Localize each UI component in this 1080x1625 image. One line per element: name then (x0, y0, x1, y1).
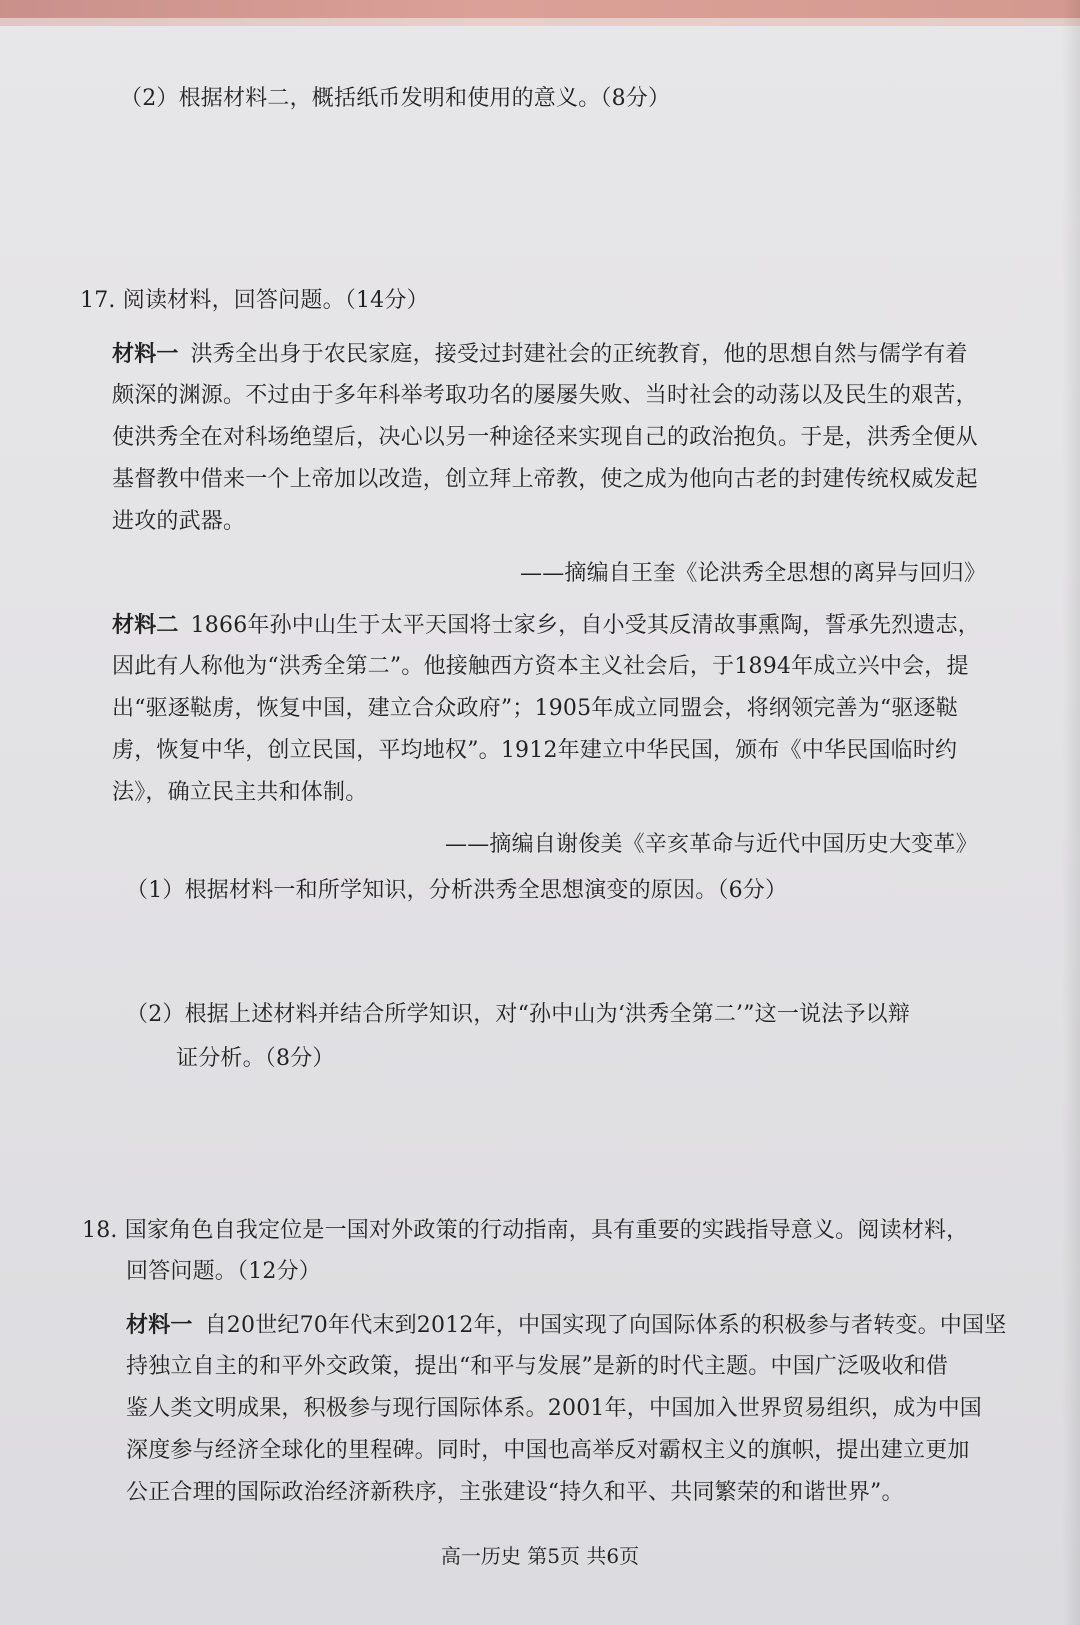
q18-material1-line5: 公正合理的国际政治经济新秩序，主张建设“持久和平、共同繁荣的和谐世界”。 (126, 1480, 904, 1505)
q17-material1-text-1: 洪秀全出身于农民家庭，接受过封建社会的正统教育，他的思想自然与儒学有着 (190, 342, 968, 367)
q17-question1: （1）根据材料一和所学知识，分析洪秀全思想演变的原因。（6分） (126, 878, 788, 903)
q17-material2-source: ——摘编自谢俊美《辛亥革命与近代中国历史大变革》 (445, 832, 978, 857)
q17-material2-line3: 出“驱逐鞑虏，恢复中国，建立合众政府”；1905年成立同盟会，将纲领完善为“驱逐鞑 (112, 696, 958, 721)
q18-material1-line3: 鉴人类文明成果，积极参与现行国际体系。2001年，中国加入世界贸易组织，成为中国 (126, 1396, 982, 1421)
q18-heading-line2: 回答问题。（12分） (126, 1259, 321, 1284)
q18-material1-line2: 持独立自主的和平外交政策，提出“和平与发展”是新的时代主题。中国广泛吸收和借 (126, 1354, 949, 1379)
q17-material2-line4: 虏，恢复中华，创立民国，平均地权”。1912年建立中华民国，颁布《中华民国临时约 (112, 738, 958, 763)
q17-material2-line2: 因此有人称他为“洪秀全第二”。他接触西方资本主义社会后，于1894年成立兴中会，提 (112, 654, 969, 679)
q17-material1-label: 材料一 (112, 341, 179, 367)
q17-material1-line3: 使洪秀全在对科场绝望后，决心以另一种途径来实现自己的政治抱负。于是，洪秀全便从 (112, 425, 978, 450)
q18-material1-line4: 深度参与经济全球化的里程碑。同时，中国也高举反对霸权主义的旗帜，提出建立更加 (126, 1438, 970, 1463)
q17-question2-line2: 证分析。（8分） (176, 1046, 335, 1071)
q17-material2-text-1: 1866年孙中山生于太平天国将士家乡，自小受其反清故事熏陶，誓承先烈遗志， (190, 613, 981, 638)
q18-material1-line1 (126, 1314, 1006, 1337)
top-strip (0, 0, 1080, 26)
q18-heading-line1: 18. 国家角色自我定位是一国对外政策的行动指南，具有重要的实践指导意义。阅读材料， (82, 1218, 969, 1243)
q17-material2-line1 (112, 614, 980, 637)
q17-material2-label: 材料二 (112, 612, 179, 638)
page-edge-shadow (1062, 0, 1080, 1625)
q17-material2-line5: 法》，确立民主共和体制。 (112, 780, 368, 805)
q17-material1-line2: 颇深的渊源。不过由于多年科举考取功名的屡屡失败、当时社会的动荡以及民生的艰苦， (112, 383, 978, 408)
page-footer: 高一历史 第5页 共6页 (440, 1544, 640, 1568)
q17-material1-line1 (112, 343, 968, 366)
q17-question2-line1: （2）根据上述材料并结合所学知识，对“孙中山为‘洪秀全第二’”这一说法予以辩 (126, 1002, 911, 1027)
q18-material1-label: 材料一 (126, 1312, 193, 1338)
q17-heading: 17. 阅读材料，回答问题。（14分） (80, 288, 429, 313)
q18-material1-text-1: 自20世纪70年代末到2012年，中国实现了向国际体系的积极参与者转变。中国坚 (204, 1313, 1007, 1338)
q17-material1-line5: 进攻的武器。 (112, 509, 246, 534)
q16-part2: （2）根据材料二，概括纸币发明和使用的意义。（8分） (120, 86, 671, 111)
q17-material1-line4: 基督教中借来一个上帝加以改造，创立拜上帝教，使之成为他向古老的封建传统权威发起 (112, 467, 978, 492)
q17-material1-source: ——摘编自王奎《论洪秀全思想的离异与回归》 (520, 561, 987, 586)
